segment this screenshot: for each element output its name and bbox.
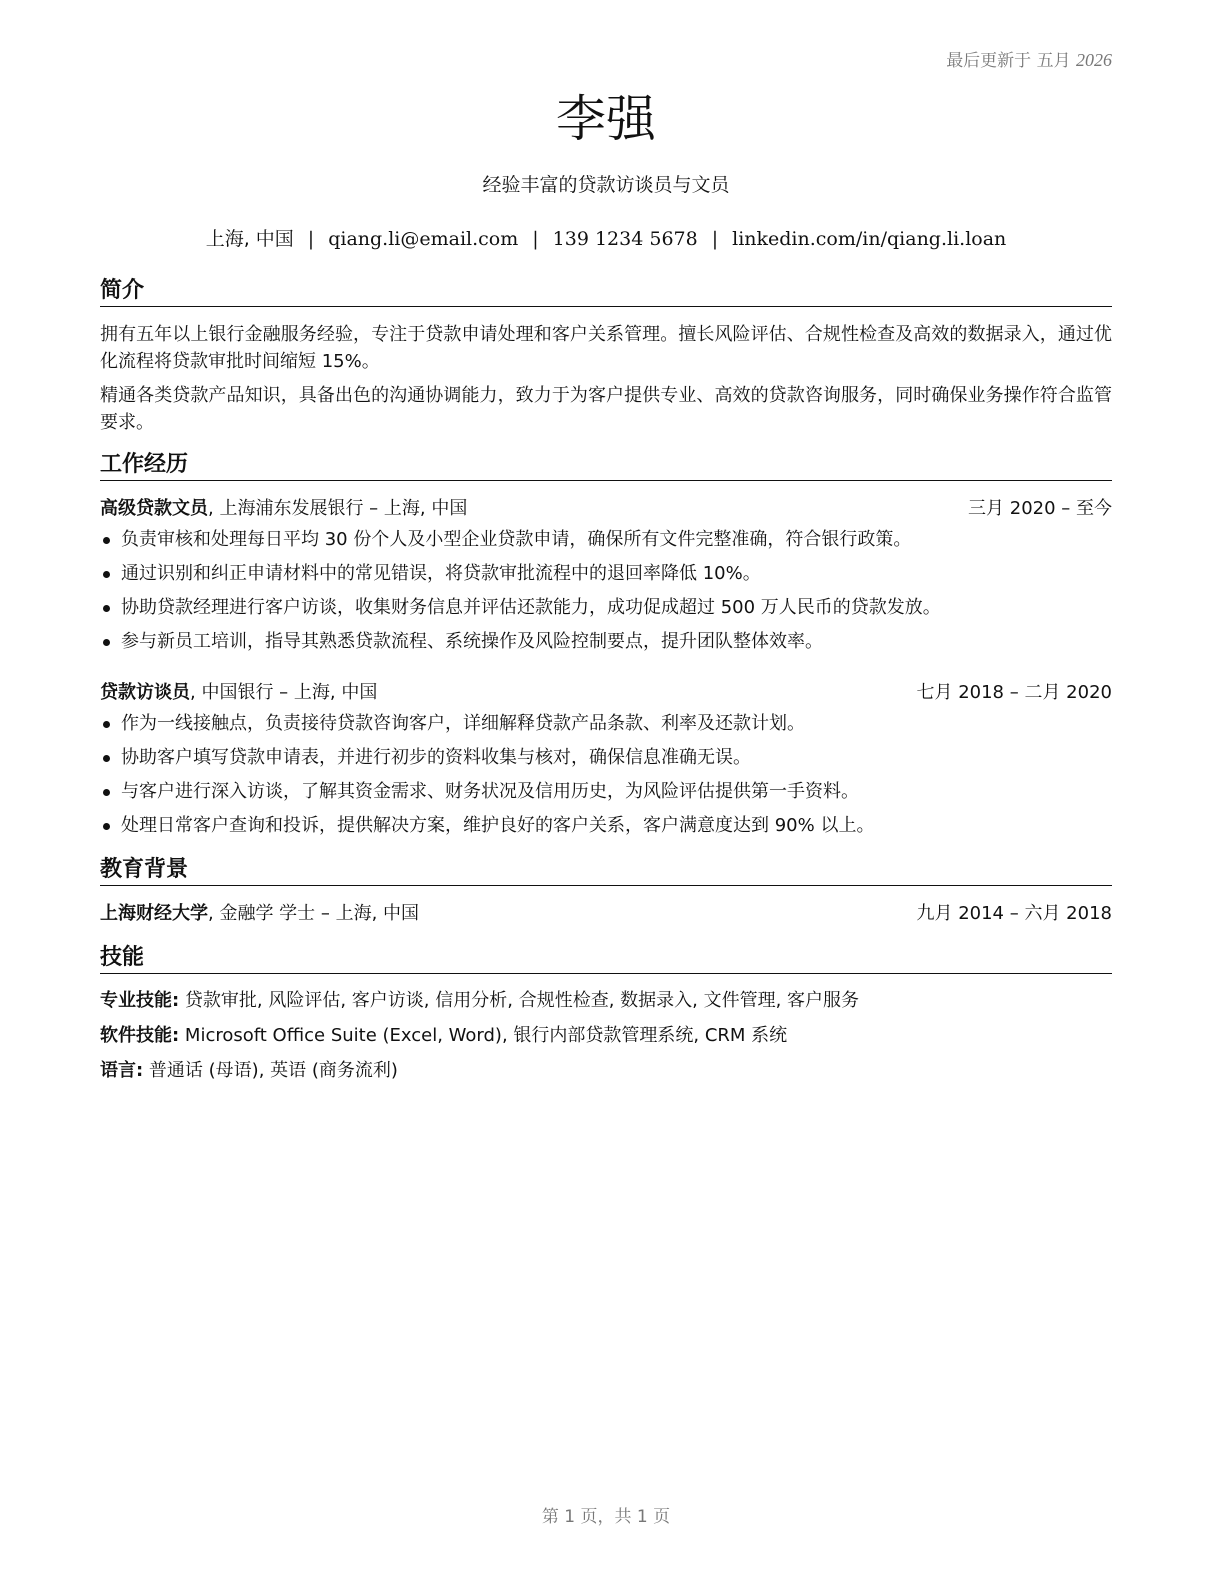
last-updated-year: 2026 — [1076, 50, 1112, 70]
bullet-icon — [103, 755, 110, 762]
contact-line — [100, 224, 1112, 251]
bullet-icon — [103, 639, 110, 646]
list-item — [100, 711, 1112, 745]
summary-paragraph: 拥有五年以上银行金融服务经验，专注于贷款申请处理和客户关系管理。擅长风险评估、合规性检查及高效的数据录入，通过优化流程将贷款审批时间缩短 15%。 — [100, 324, 1112, 372]
page-number: 第 1 页，共 1 页 — [541, 1507, 671, 1527]
skill-value: 普通话 (母语), 英语 (商务流利) — [143, 1060, 398, 1081]
skill-row — [100, 988, 1112, 1014]
job-organization: , 上海浦东发展银行 – 上海, 中国 — [208, 498, 468, 519]
degree-detail: , 金融学 学士 – 上海, 中国 — [208, 903, 420, 924]
bullet-text: 处理日常客户查询和投诉，提供解决方案，维护良好的客户关系，客户满意度达到 90% 以上。 — [121, 815, 875, 836]
skill-row — [100, 1023, 1112, 1049]
bullet-text: 通过识别和纠正申请材料中的常见错误，将贷款审批流程中的退回率降低 10%。 — [121, 563, 761, 584]
job-dates: 三月 2020 – 至今 — [968, 498, 1112, 519]
bullet-icon — [103, 605, 110, 612]
education-dates: 九月 2014 – 六月 2018 — [916, 903, 1112, 924]
job-title: 贷款访谈员 — [100, 682, 190, 703]
skill-label: 软件技能: — [100, 1025, 180, 1046]
bullet-icon — [103, 789, 110, 796]
last-updated — [946, 46, 1112, 71]
skill-value: Microsoft Office Suite (Excel, Word), 银行内部贷款管理系统, CRM 系统 — [179, 1025, 788, 1046]
contact-separator: | — [532, 228, 539, 250]
bullet-text: 参与新员工培训，指导其熟悉贷款流程、系统操作及风险控制要点，提升团队整体效率。 — [121, 631, 823, 652]
contact-phone: 139 1234 5678 — [552, 228, 698, 250]
section-title-skills: 技能 — [100, 945, 1112, 974]
list-item — [100, 779, 1112, 813]
section-title-summary: 简介 — [100, 278, 1112, 307]
list-item — [100, 527, 1112, 561]
section-title-education: 教育背景 — [100, 857, 1112, 886]
section-title-experience: 工作经历 — [100, 452, 1112, 481]
contact-linkedin-link[interactable]: linkedin.com/in/qiang.li.loan — [732, 228, 1007, 250]
list-item — [100, 745, 1112, 779]
job-organization: , 中国银行 – 上海, 中国 — [190, 682, 378, 703]
skill-value: 贷款审批, 风险评估, 客户访谈, 信用分析, 合规性检查, 数据录入, 文件管理, 客户服务 — [179, 990, 860, 1011]
contact-location: 上海, 中国 — [205, 228, 294, 250]
list-item — [100, 813, 1112, 847]
person-name: 李强 — [556, 90, 656, 148]
bullet-icon — [103, 571, 110, 578]
education-entry — [100, 901, 1112, 927]
bullet-text: 与客户进行深入访谈，了解其资金需求、财务状况及信用历史，为风险评估提供第一手资料。 — [121, 781, 859, 802]
bullet-icon — [103, 537, 110, 544]
list-item — [100, 629, 1112, 663]
bullet-icon — [103, 721, 110, 728]
contact-separator: | — [307, 228, 315, 250]
job-bullet-list — [100, 527, 1112, 663]
job-bullet-list — [100, 711, 1112, 847]
bullet-text: 协助贷款经理进行客户访谈，收集财务信息并评估还款能力，成功促成超过 500 万人民币的贷款发放。 — [121, 597, 941, 618]
contact-email-link[interactable]: qiang.li@email.com — [328, 228, 519, 250]
job-dates: 七月 2018 – 二月 2020 — [916, 682, 1112, 703]
bullet-text: 协助客户填写贷款申请表，并进行初步的资料收集与核对，确保信息准确无误。 — [121, 747, 751, 768]
job-entry-header — [100, 680, 1112, 706]
school-name: 上海财经大学 — [100, 903, 208, 924]
bullet-icon — [103, 823, 110, 830]
job-entry-header — [100, 496, 1112, 522]
summary-paragraph: 精通各类贷款产品知识，具备出色的沟通协调能力，致力于为客户提供专业、高效的贷款咨询服务，同时确保业务操作符合监管要求。 — [100, 385, 1112, 433]
last-updated-label: 最后更新于 五月 — [946, 51, 1071, 71]
list-item — [100, 561, 1112, 595]
skill-row — [100, 1058, 1112, 1084]
skill-label: 语言: — [100, 1060, 144, 1081]
resume-page — [100, 0, 1112, 1584]
bullet-text: 作为一线接触点，负责接待贷款咨询客户，详细解释贷款产品条款、利率及还款计划。 — [121, 713, 805, 734]
list-item — [100, 595, 1112, 629]
contact-separator: | — [711, 228, 719, 250]
bullet-text: 负责审核和处理每日平均 30 份个人及小型企业贷款申请，确保所有文件完整准确，符合银行政策。 — [121, 529, 912, 550]
skill-label: 专业技能: — [100, 990, 180, 1011]
job-title: 高级贷款文员 — [100, 498, 208, 519]
headline: 经验丰富的贷款访谈员与文员 — [482, 174, 730, 196]
